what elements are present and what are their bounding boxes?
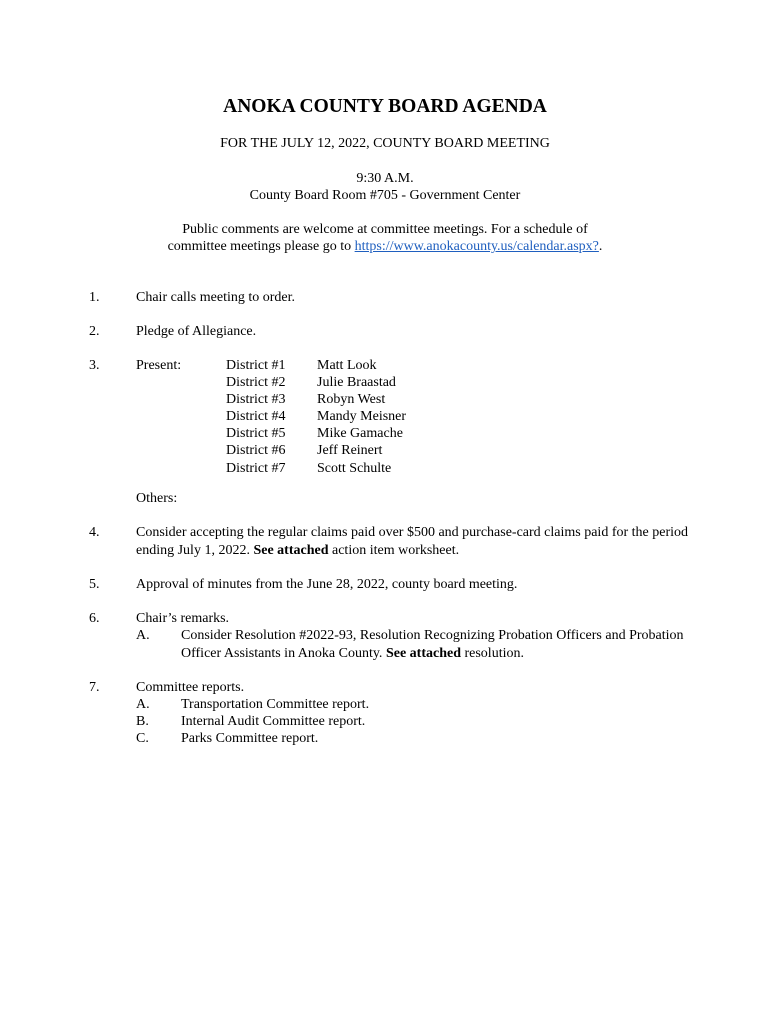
item-4-line-2-end: action item worksheet. xyxy=(328,543,460,558)
meeting-subtitle: FOR THE JULY 12, 2022, COUNTY BOARD MEETING xyxy=(220,136,550,151)
item-6-sub-line-2-end: resolution. xyxy=(460,646,524,661)
item-3-text: Present: xyxy=(136,358,182,373)
member-name: Mandy Meisner xyxy=(317,409,407,424)
comments-line-1: Public comments are welcome at committee meetings. For a schedule of xyxy=(182,222,588,237)
item-7-number: 7. xyxy=(89,680,100,695)
see-attached-label: See attached xyxy=(385,646,461,661)
item-7-sub-letter: C. xyxy=(136,731,149,746)
comments-line-2 xyxy=(0,238,770,255)
item-6-sub-letter: A. xyxy=(136,628,150,643)
item-7-sub-text: Internal Audit Committee report. xyxy=(181,714,366,729)
item-7-sub-text: Transportation Committee report. xyxy=(181,697,370,712)
item-1-text: Chair calls meeting to order. xyxy=(136,290,296,305)
district-label: District #4 xyxy=(226,409,286,424)
item-2-text: Pledge of Allegiance. xyxy=(136,324,257,339)
see-attached-label: See attached xyxy=(253,543,329,558)
item-5-text: Approval of minutes from the June 28, 2022, county board meeting. xyxy=(136,577,518,592)
item-7-sub-letter: A. xyxy=(136,697,150,712)
member-name: Scott Schulte xyxy=(317,461,392,476)
member-name: Jeff Reinert xyxy=(317,443,383,458)
item-7-text: Committee reports. xyxy=(136,680,245,695)
item-5-number: 5. xyxy=(89,577,100,592)
district-label: District #1 xyxy=(226,358,286,373)
item-6-sub-line-2 xyxy=(181,645,524,662)
meeting-location: County Board Room #705 - Government Center xyxy=(249,188,521,203)
item-1-number: 1. xyxy=(89,290,100,305)
member-name: Julie Braastad xyxy=(317,375,396,390)
member-name: Robyn West xyxy=(317,392,386,407)
meeting-time: 9:30 A.M. xyxy=(356,171,414,186)
comments-line-2-text: committee meetings please go to xyxy=(167,239,355,254)
item-6-number: 6. xyxy=(89,611,100,626)
item-4-line-2-text: ending July 1, 2022. xyxy=(136,543,254,558)
member-name: Matt Look xyxy=(317,358,377,373)
district-label: District #5 xyxy=(226,426,286,441)
item-3-number: 3. xyxy=(89,358,100,373)
district-label: District #7 xyxy=(226,461,286,476)
item-7-sub-letter: B. xyxy=(136,714,149,729)
item-4-line-1: Consider accepting the regular claims paid over $500 and purchase-card claims paid for the period xyxy=(136,525,689,540)
calendar-link[interactable]: https://www.anokacounty.us/calendar.aspx? xyxy=(354,239,599,254)
district-label: District #2 xyxy=(226,375,286,390)
page-title: ANOKA COUNTY BOARD AGENDA xyxy=(223,96,547,117)
item-4-number: 4. xyxy=(89,525,100,540)
item-2-number: 2. xyxy=(89,324,100,339)
district-label: District #3 xyxy=(226,392,286,407)
district-label: District #6 xyxy=(226,443,286,458)
item-4-line-2 xyxy=(136,542,459,559)
item-6-sub-line-1: Consider Resolution #2022-93, Resolution Recognizing Probation Officers and Probation xyxy=(181,628,684,643)
item-7-sub-text: Parks Committee report. xyxy=(181,731,319,746)
item-6-sub-line-2-text: Officer Assistants in Anoka County. xyxy=(181,646,386,661)
member-name: Mike Gamache xyxy=(317,426,403,441)
item-6-text: Chair’s remarks. xyxy=(136,611,230,626)
comments-line-2-end: . xyxy=(598,239,603,254)
others-label: Others: xyxy=(136,491,178,506)
